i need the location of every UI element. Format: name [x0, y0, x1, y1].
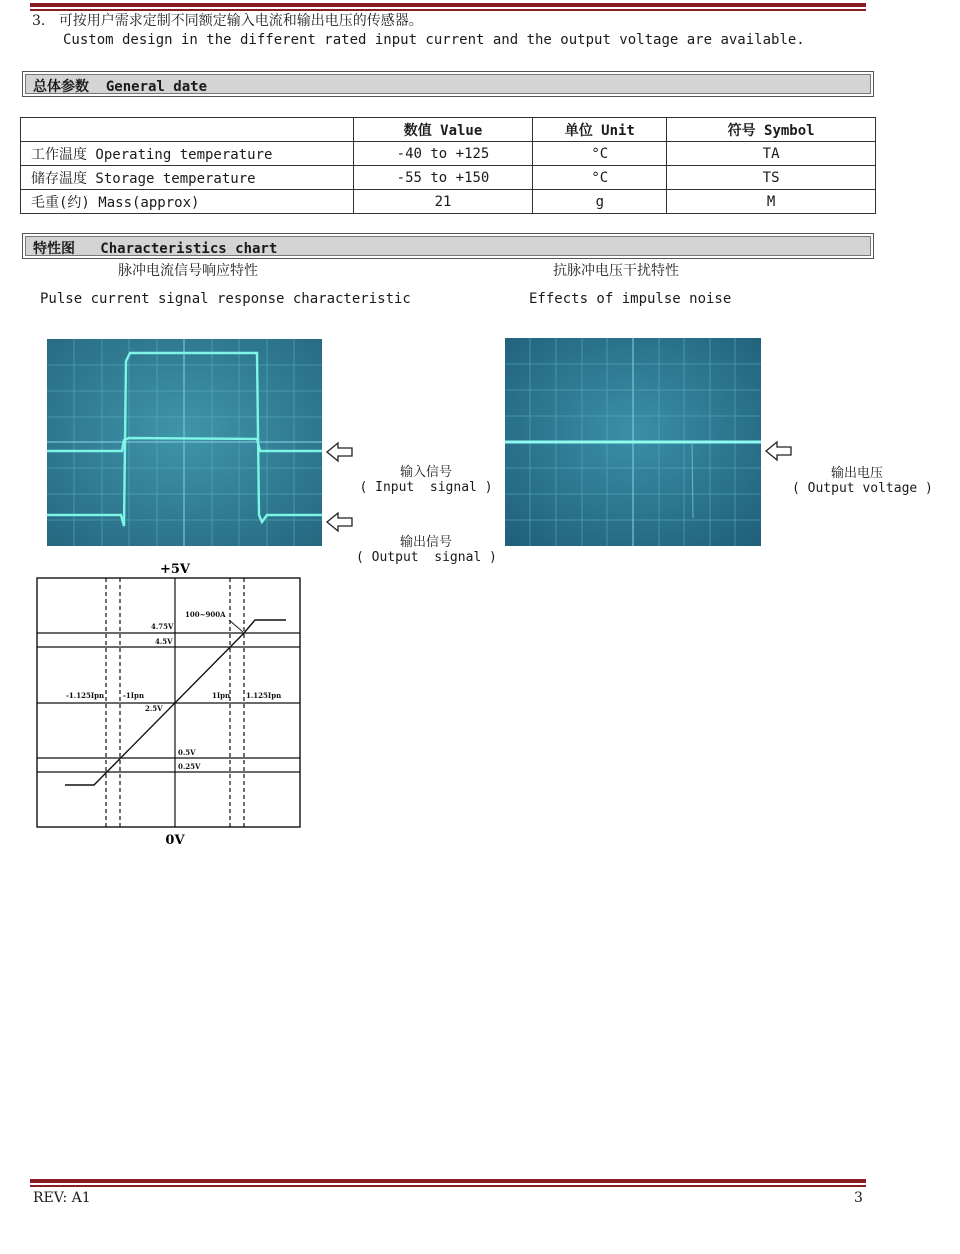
table-cell: TA — [667, 142, 876, 166]
input-arrow-icon — [325, 441, 355, 463]
table-row — [21, 142, 876, 166]
page-number: 3 — [854, 1190, 863, 1206]
note-zh: 3. 可按用户需求定制不同额定输入电流和输出电压的传感器。 — [32, 13, 423, 29]
output-voltage-label: 输出电压 ( Output voltage ) — [792, 466, 933, 496]
table-header: 数值 Value — [353, 118, 533, 142]
table-row — [21, 166, 876, 190]
pulse-response-scope-image — [47, 339, 322, 546]
footer-rule-thick — [30, 1179, 866, 1183]
transfer-characteristic-diagram — [30, 558, 320, 853]
note-en: Custom design in the different rated input current and the output voltage are available. — [63, 32, 805, 48]
table-cell: 工作温度 Operating temperature — [21, 142, 354, 166]
output-voltage-arrow-icon — [764, 440, 794, 462]
table-cell: M — [667, 190, 876, 214]
general-section-title: 总体参数 General date — [33, 79, 208, 95]
label-4-75v: 4.75V — [151, 622, 174, 631]
label-current-range: 100~900A — [185, 610, 226, 619]
label-pos-1ipn: 1Ipn — [212, 691, 231, 700]
revision-label: REV: A1 — [33, 1190, 91, 1206]
characteristics-section-title: 特性图 Characteristics chart — [33, 241, 278, 257]
table-cell: -55 to +150 — [353, 166, 533, 190]
pulse-caption-en: Pulse current signal response characteristic — [40, 291, 411, 307]
general-section-bar — [22, 71, 874, 97]
impulse-noise-scope-image — [505, 338, 761, 546]
label-pos-1-125ipn: 1.125Ipn — [246, 691, 282, 700]
table-cell: 储存温度 Storage temperature — [21, 166, 354, 190]
output-signal-label: 输出信号 ( Output signal ) — [356, 535, 497, 565]
table-cell: -40 to +125 — [353, 142, 533, 166]
pulse-caption-zh: 脉冲电流信号响应特性 — [118, 263, 258, 279]
table-cell: °C — [533, 142, 667, 166]
label-0-25v: 0.25V — [178, 762, 201, 771]
noise-caption-zh: 抗脉冲电压干扰特性 — [553, 263, 679, 279]
table-header: 单位 Unit — [533, 118, 667, 142]
table-cell: 21 — [353, 190, 533, 214]
noise-caption-en: Effects of impulse noise — [529, 291, 732, 307]
table-row — [21, 190, 876, 214]
label-0v: 0V — [165, 833, 185, 848]
output-arrow-icon — [325, 511, 355, 533]
footer-rule-thin — [30, 1185, 866, 1187]
header-rule-thick — [30, 3, 866, 7]
label-neg-1-125ipn: -1.125Ipn — [66, 691, 105, 700]
table-cell: g — [533, 190, 667, 214]
table-header: 符号 Symbol — [667, 118, 876, 142]
input-signal-label: 输入信号 ( Input signal ) — [359, 465, 493, 495]
table-header-row — [21, 118, 876, 142]
general-params-table — [20, 117, 876, 214]
characteristics-section-bar — [22, 233, 874, 259]
label-plus-5v: +5V — [159, 562, 191, 577]
label-neg-1ipn: -1Ipn — [123, 691, 145, 700]
label-0-5v: 0.5V — [178, 748, 196, 757]
table-header — [21, 118, 354, 142]
table-cell: TS — [667, 166, 876, 190]
table-cell: °C — [533, 166, 667, 190]
table-cell: 毛重(约) Mass(approx) — [21, 190, 354, 214]
label-2-5v: 2.5V — [145, 704, 163, 713]
label-4-5v: 4.5V — [155, 637, 173, 646]
